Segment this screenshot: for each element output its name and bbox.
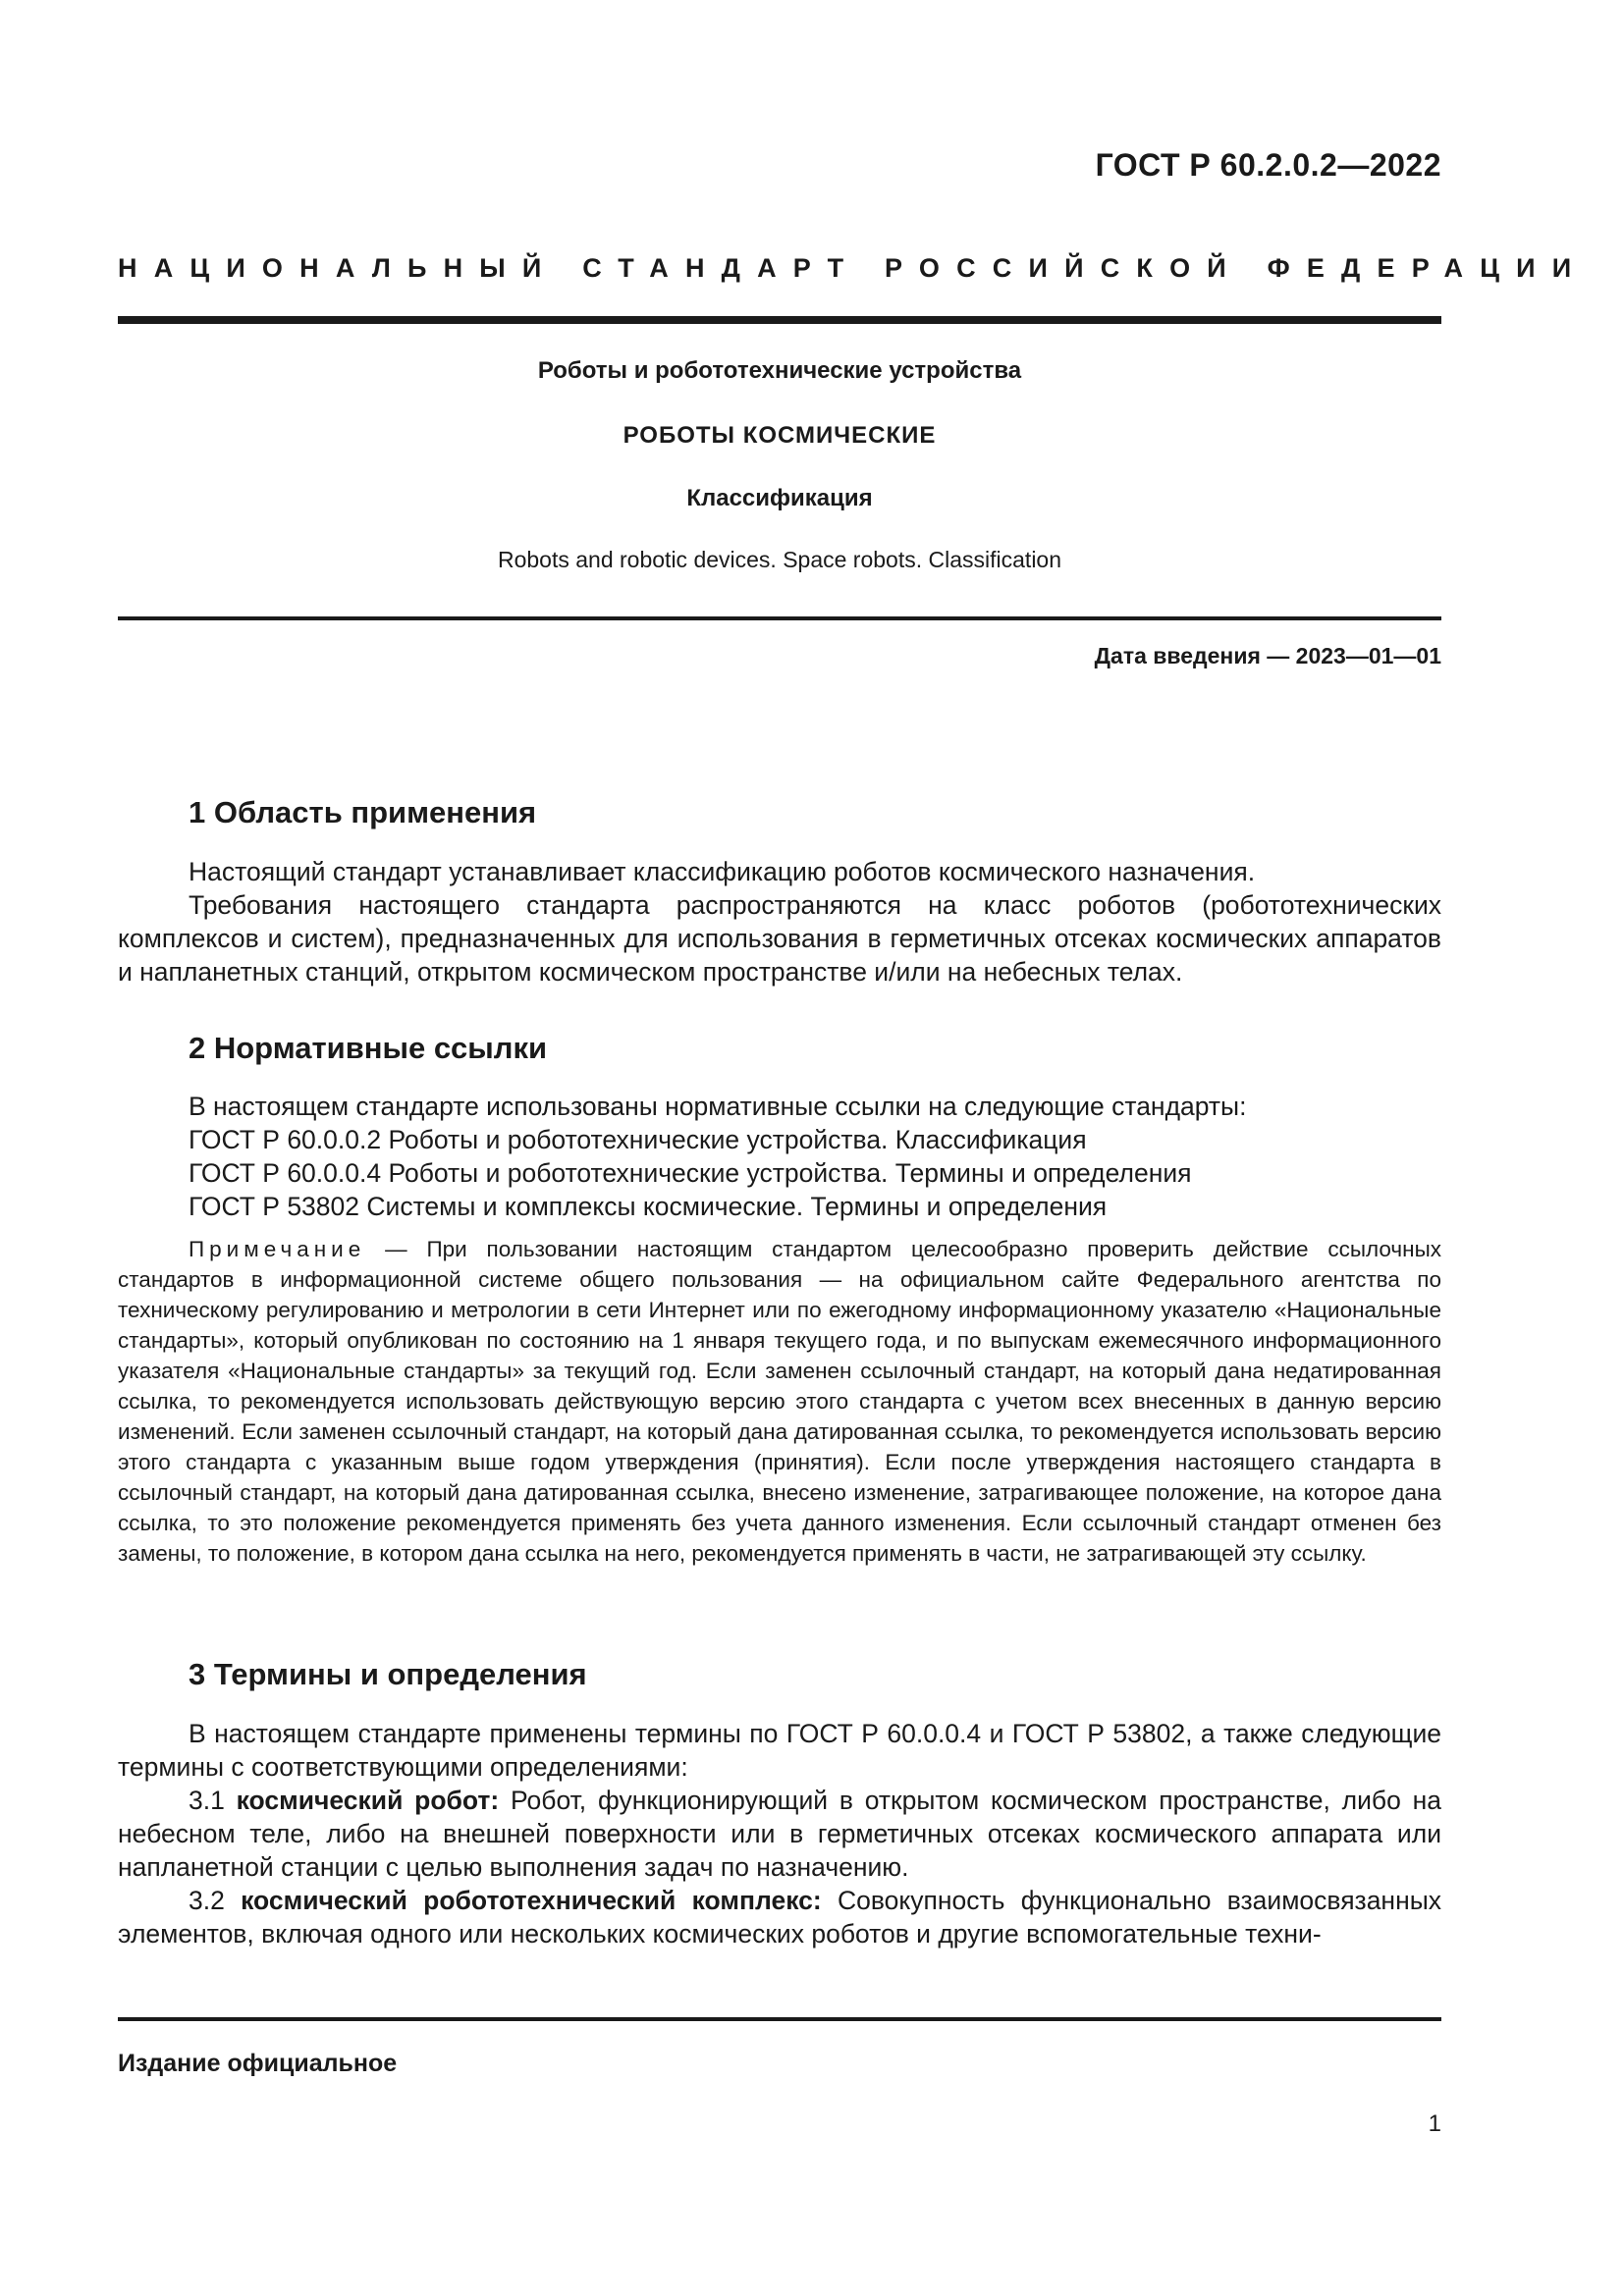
note-label: Примечание [189,1237,366,1261]
document-code: ГОСТ Р 60.2.0.2—2022 [1095,147,1441,183]
document-title: РОБОТЫ КОСМИЧЕСКИЕ [623,422,937,449]
document-classification: Классификация [686,485,873,511]
section-2-heading: 2 Нормативные ссылки [189,1031,548,1065]
reference-item: ГОСТ Р 53802 Системы и комплексы космические. Термины и определения [189,1192,1108,1221]
reference-item: ГОСТ Р 60.0.0.4 Роботы и робототехнические устройства. Термины и определения [189,1158,1192,1188]
footer-divider [118,2017,1441,2021]
document-subtitle: Роботы и робототехнические устройства [537,357,1022,384]
section-3-intro: В настоящем стандарте применены термины по ГОСТ Р 60.0.0.4 и ГОСТ Р 53802, а также следующие термины с соответствующими определениями: [118,1719,1441,1782]
official-edition-label: Издание официальное [118,2050,398,2077]
section-3-heading: 3 Термины и определения [189,1657,587,1691]
national-standard-banner: НАЦИОНАЛЬНЫЙ СТАНДАРТ РОССИЙСКОЙ ФЕДЕРАЦИИ [118,253,1589,283]
title-divider [118,616,1441,620]
header-divider [118,316,1441,324]
section-1-paragraph-2: Требования настоящего стандарта распространяются на класс роботов (робототехнических комплексов и систем), предназначенных для использования в герметичных отсеках космических аппаратов и напланетных станций, открытом космическом пространстве и/или на небесных телах. [118,890,1441,987]
section-1-paragraph-1: Настоящий стандарт устанавливает классификацию роботов космического назначения. [189,857,1256,886]
reference-note [118,1234,1441,1569]
section-2-intro: В настоящем стандарте использованы нормативные ссылки на следующие стандарты: [189,1092,1247,1121]
introduction-date: Дата введения — 2023—01—01 [1094,643,1441,668]
english-title: Robots and robotic devices. Space robots. Classification [497,547,1062,572]
term-3-1: 3.1 космический робот: Робот, функционирующий в открытом космическом пространстве, либо на небесном теле, либо на внешней поверхности или в герметичных отсеках космического аппарата или напланетной станции с целью выполнения задач по назначению. [118,1786,1441,1882]
term-name: космический робот: [236,1786,500,1815]
section-1-heading: 1 Область применения [189,795,537,829]
reference-item: ГОСТ Р 60.0.0.2 Роботы и робототехнические устройства. Классификация [189,1125,1087,1154]
note-text: — При пользовании настоящим стандартом целесообразно проверить действие ссылочных стандартов в информационной системе общего пользования — на официальном сайте Федерального агентства по техническому регулированию и метрологии в сети Интернет или по ежегодному информационному указателю «Национальные стандарты», который опубликован по состоянию на 1 января текущего года, и по выпускам ежемесячного информационного указателя «Национальные стандарты» за текущий год. Если заменен ссылочный стандарт, на который дана недатированная ссылка, то рекомендуется использовать действующую версию этого стандарта с учетом всех внесенных в данную версию изменений. Если заменен ссылочный стандарт, на который дана датированная ссылка, то рекомендуется использовать версию этого стандарта с указанным выше годом утверждения (принятия). Если после утверждения настоящего стандарта в ссылочный стандарт, на который дана датированная ссылка, внесено изменение, затрагивающее положение, на которое дана ссылка, то это положение рекомендуется применять без учета данного изменения. Если ссылочный стандарт отменен без замены, то положение, в котором дана ссылка на него, рекомендуется применять в части, не затрагивающей эту ссылку. [118,1237,1441,1566]
term-3-2: 3.2 космический робототехнический комплекс: Совокупность функционально взаимосвязанных элементов, включая одного или нескольких космических роботов и другие вспомогательные техни- [118,1886,1441,1949]
term-name: космический робототехнический комплекс: [241,1886,822,1915]
page-number: 1 [1428,2110,1441,2137]
